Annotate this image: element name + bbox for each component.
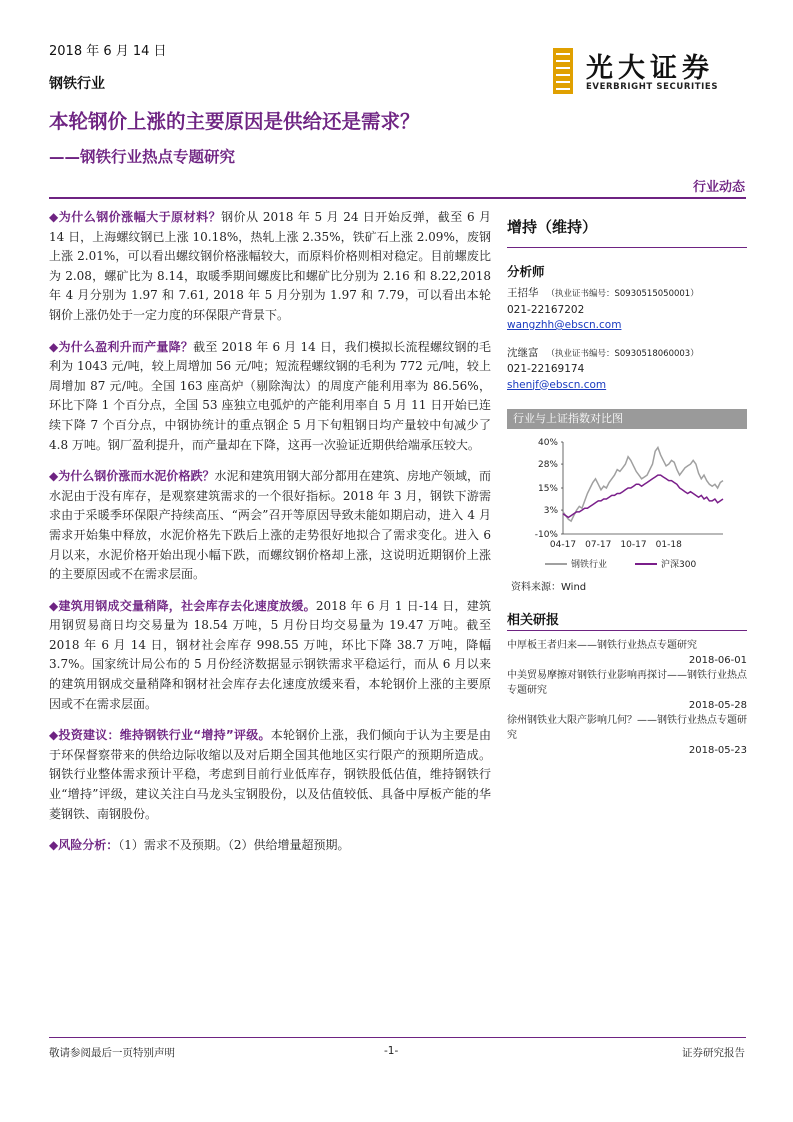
- main-content: [49, 208, 491, 859]
- related-title[interactable]: 中厚板王者归来——钢铁行业热点专题研究: [507, 640, 697, 651]
- paragraph-text: 2018 年 6 月 1 日-14 日，建筑用钢贸易商日均交易量为 18.54 万吨，5 月份日均交易量为 19.47 万吨。截至 2018 年 6 月 14 日，钢材社会库存 998.55 万吨，环比下降 38.7 万吨，降幅 3.7%。国家统计局公布的 5 月份经济数据显示钢铁需求平稳运行，而从 6 月以来的建筑用钢成交量稍降和钢材社会库存去化速度放缓来看，本轮钢价上涨的主要原因或不在需求层面。: [49, 598, 491, 711]
- related-research-header: 相关研报: [507, 613, 560, 628]
- diamond-bullet-icon: ◆: [49, 469, 59, 484]
- header-divider: [49, 197, 746, 199]
- y-tick-label: 28%: [537, 460, 558, 471]
- analyst-header: 分析师: [507, 264, 545, 279]
- report-type-label: 行业动态: [692, 180, 745, 195]
- analyst-card: [507, 286, 747, 334]
- paragraph-text: 截至 2018 年 6 月 14 日，我们模拟长流程螺纹钢的毛利为 1043 元/吨，较上周增加 56 元/吨；短流程螺纹钢的毛利为 772 元/吨，较上周增加 87 元/吨。全国 163 座高炉（剔除淘汰）的周度产能利用率为 86.56%，环比下降 1 个百分点，全国 53 座独立电弧炉的产能利用率自 5 月 11 日开始已连续下降 7 个百分点，中钢协统计的重点钢企 5 月下旬粗钢日均产量较中旬减少了 4.8 万吨。钢厂盈利提升，而产量却在下降，这再一次验证近期供给端承压较大。: [49, 339, 491, 452]
- summary-paragraph: [49, 467, 491, 585]
- rating-label: 增持（维持）: [507, 218, 598, 236]
- y-tick-label: 3%: [543, 506, 558, 517]
- related-date: 2018-05-23: [688, 745, 747, 756]
- x-tick-label: 01-18: [655, 540, 682, 550]
- paragraph-heading: 为什么钢价涨幅大于原材料？: [58, 210, 222, 224]
- related-date: 2018-06-01: [688, 655, 747, 666]
- paragraph-heading: 投资建议：维持钢铁行业“增持”评级。: [58, 728, 271, 743]
- diamond-bullet-icon: ◆: [49, 210, 59, 224]
- related-title[interactable]: 中美贸易摩擦对钢铁行业影响再探讨——钢铁行业热点专题研究: [507, 670, 747, 696]
- logo-english-name: EVERBRIGHT SECURITIES: [586, 82, 719, 92]
- paragraph-text: 钢价从 2018 年 5 月 24 日开始反弹，截至 6 月 14 日，上海螺纹钢已上涨 10.18%，热轧上涨 2.35%，铁矿石上涨 2.09%，废钢上涨 2.01%，可以看出螺纹钢价格涨幅较大，而原料价格则相对稳定。目前螺废比为 2.08，螺矿比为 8.14，取暖季期间螺废比和螺矿比分别为 2.16 和 8.22,2018 年 4 月分别为 1.97 和 7.61, 2018 年 5 月分别为 1.97 和 7.79，可以看出本轮钢价上涨仍处于一定力度的环保限产背景下。: [49, 210, 491, 322]
- logo-chinese-name: 光大证券: [586, 53, 714, 84]
- x-tick-label: 10-17: [620, 540, 647, 550]
- y-tick-label: 40%: [537, 438, 558, 448]
- industry-index-chart: [507, 432, 747, 597]
- analyst-phone: 021-22167202: [507, 303, 585, 316]
- analyst-name: 沈继富: [507, 346, 539, 359]
- report-date: 2018 年 6 月 14 日: [49, 44, 167, 59]
- diamond-bullet-icon: ◆: [49, 838, 59, 853]
- analyst-name: 王招华: [507, 287, 539, 299]
- sidebar: [507, 208, 747, 405]
- footer-divider: [49, 1037, 746, 1038]
- legend-label: 沪深300: [661, 560, 697, 570]
- page-number: -1-: [384, 1045, 399, 1057]
- x-tick-label: 04-17: [549, 540, 577, 550]
- series-line: [563, 448, 723, 522]
- analyst-cert: （执业证书编号：S0930518060003）: [546, 348, 699, 359]
- paragraph-heading: 建筑用钢成交量稍降，社会库存去化速度放缓。: [58, 598, 316, 613]
- related-title[interactable]: 徐州钢铁业大限产影响几何？——钢铁行业热点专题研究: [507, 715, 747, 741]
- paragraph-heading: 为什么盈利升而产量降？: [58, 339, 194, 354]
- footer-disclaimer: 敬请参阅最后一页特别声明: [49, 1047, 175, 1059]
- analyst-phone: 021-22169174: [507, 363, 585, 375]
- paragraph-heading: 风险分析：: [58, 838, 119, 853]
- related-item[interactable]: [507, 668, 747, 713]
- diamond-bullet-icon: ◆: [49, 339, 59, 354]
- sidebar-divider: [507, 247, 747, 248]
- related-date: 2018-05-28: [688, 700, 747, 711]
- chart-source: 资料来源：Wind: [511, 582, 587, 593]
- industry-label: 钢铁行业: [49, 76, 105, 92]
- paragraph-text: （1）需求不及预期。（2）供给增量超预期。: [118, 838, 350, 853]
- y-tick-label: -10%: [534, 530, 558, 540]
- summary-paragraph: [49, 836, 491, 856]
- y-tick-label: 15%: [537, 484, 558, 494]
- analyst-email-link[interactable]: shenjf@ebscn.com: [507, 378, 607, 391]
- summary-paragraph: [49, 208, 491, 326]
- everbright-logo-icon: [553, 48, 573, 94]
- summary-paragraph: [49, 338, 491, 456]
- analyst-cert: （执业证书编号：S0930515050001）: [546, 289, 699, 299]
- analyst-card: [507, 346, 747, 394]
- legend-label: 钢铁行业: [571, 560, 608, 570]
- chart-title: 行业与上证指数对比图: [507, 409, 747, 429]
- report-title: 本轮钢价上涨的主要原因是供给还是需求？: [49, 110, 420, 133]
- diamond-bullet-icon: ◆: [49, 728, 59, 743]
- summary-paragraph: [49, 597, 491, 715]
- report-subtitle: ——钢铁行业热点专题研究: [49, 148, 236, 166]
- analyst-email-link[interactable]: wangzhh@ebscn.com: [507, 319, 622, 331]
- paragraph-text: 水泥和建筑用钢大部分都用在建筑、房地产领域，而水泥由于没有库存，是观察建筑需求的一个很好指标。2018 年 3 月，钢铁下游需求由于采暖季环保限产持续高压、“两会”召开等原因导致未能如期启动，进入 4 月需求开始集中释放，水泥价格先下跌后上涨的走势很好地拟合了需求变化。进入 6 月以来，水泥价格开始出现小幅下跌，而螺纹钢价格却上涨，这说明近期钢价上涨的主要原因或不在需求层面。: [49, 469, 491, 582]
- footer-report-label: 证券研究报告: [682, 1047, 745, 1059]
- related-research-list: [507, 638, 747, 758]
- x-tick-label: 07-17: [585, 540, 612, 550]
- related-item[interactable]: [507, 638, 747, 668]
- summary-paragraph: [49, 726, 491, 824]
- related-item[interactable]: [507, 713, 747, 758]
- paragraph-heading: 为什么钢价涨而水泥价格跌？: [58, 469, 215, 484]
- paragraph-text: 本轮钢价上涨，我们倾向于认为主要是由于环保督察带来的供给边际收缩以及对后期全国其他地区实行限产的预期所造成。钢铁行业整体需求预计平稳，考虑到目前行业低库存，钢铁股低估值，维持钢铁行业“增持”评级，建议关注白马龙头宝钢股份，以及估值较低、具备中厚板产能的华菱钢铁、南钢股份。: [49, 728, 491, 821]
- related-divider: [507, 630, 747, 631]
- diamond-bullet-icon: ◆: [49, 598, 59, 613]
